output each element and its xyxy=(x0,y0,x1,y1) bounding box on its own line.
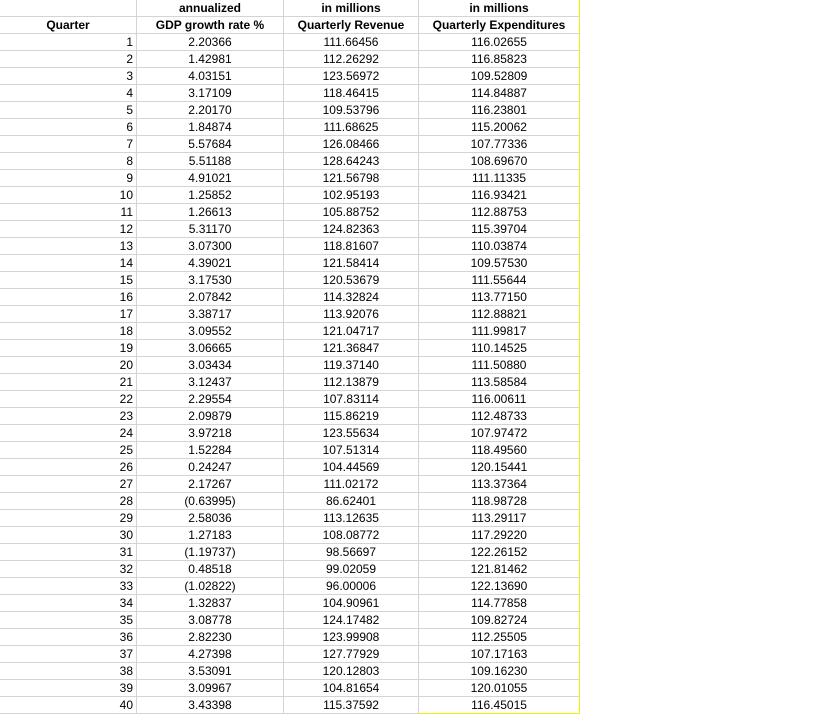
table-row xyxy=(0,153,580,170)
cell-quarter[interactable]: 22 xyxy=(0,391,137,408)
cell-gdp-growth[interactable]: 1.42981 xyxy=(137,51,284,68)
cell-revenue[interactable]: 126.08466 xyxy=(284,136,419,153)
cell-revenue[interactable]: 120.12803 xyxy=(284,663,419,680)
table-row xyxy=(0,306,580,323)
cell-expenditures[interactable]: 116.85823 xyxy=(419,51,580,68)
cell-revenue[interactable]: 96.00006 xyxy=(284,578,419,595)
cell-revenue[interactable]: 111.02172 xyxy=(284,476,419,493)
cell-expenditures[interactable]: 109.52809 xyxy=(419,68,580,85)
header-row-bottom xyxy=(0,17,580,34)
cell-quarter[interactable]: 2 xyxy=(0,51,137,68)
cell-expenditures[interactable]: 116.23801 xyxy=(419,102,580,119)
cell-revenue[interactable]: 118.46415 xyxy=(284,85,419,102)
table-row xyxy=(0,595,580,612)
cell-quarter[interactable]: 38 xyxy=(0,663,137,680)
cell-gdp-growth[interactable]: 2.17267 xyxy=(137,476,284,493)
table-row xyxy=(0,544,580,561)
cell-gdp-growth[interactable]: 3.03434 xyxy=(137,357,284,374)
table-row xyxy=(0,357,580,374)
table-row xyxy=(0,510,580,527)
table-row xyxy=(0,340,580,357)
table-row xyxy=(0,85,580,102)
cell-revenue[interactable]: 105.88752 xyxy=(284,204,419,221)
cell-revenue[interactable]: 123.99908 xyxy=(284,629,419,646)
cell-revenue[interactable]: 115.37592 xyxy=(284,697,419,714)
cell-revenue[interactable]: 115.86219 xyxy=(284,408,419,425)
cell-gdp-growth[interactable]: 3.17109 xyxy=(137,85,284,102)
cell-expenditures[interactable]: 120.15441 xyxy=(419,459,580,476)
cell-quarter[interactable]: 31 xyxy=(0,544,137,561)
header-row-top xyxy=(0,0,580,17)
cell-revenue[interactable]: 104.81654 xyxy=(284,680,419,697)
cell-revenue[interactable]: 109.53796 xyxy=(284,102,419,119)
table-row xyxy=(0,187,580,204)
cell-revenue[interactable]: 123.56972 xyxy=(284,68,419,85)
cell-revenue[interactable]: 113.12635 xyxy=(284,510,419,527)
cell-expenditures[interactable]: 110.03874 xyxy=(419,238,580,255)
cell-gdp-growth[interactable]: 3.97218 xyxy=(137,425,284,442)
cell-revenue[interactable]: 104.90961 xyxy=(284,595,419,612)
cell-expenditures[interactable]: 115.39704 xyxy=(419,221,580,238)
cell-expenditures[interactable]: 113.37364 xyxy=(419,476,580,493)
cell-gdp-growth[interactable]: 2.58036 xyxy=(137,510,284,527)
cell-revenue[interactable]: 112.13879 xyxy=(284,374,419,391)
cell-quarter[interactable]: 33 xyxy=(0,578,137,595)
cell-header-expenditures-top[interactable]: in millions xyxy=(419,0,580,17)
cell-expenditures[interactable]: 113.29117 xyxy=(419,510,580,527)
cell-quarter[interactable]: 17 xyxy=(0,306,137,323)
cell-gdp-growth[interactable]: 4.03151 xyxy=(137,68,284,85)
cell-revenue[interactable]: 121.04717 xyxy=(284,323,419,340)
cell-revenue[interactable]: 123.55634 xyxy=(284,425,419,442)
cell-expenditures[interactable]: 111.11335 xyxy=(419,170,580,187)
cell-quarter[interactable]: 10 xyxy=(0,187,137,204)
cell-expenditures[interactable]: 112.25505 xyxy=(419,629,580,646)
cell-gdp-growth[interactable]: 5.31170 xyxy=(137,221,284,238)
cell-gdp-growth[interactable]: 3.06665 xyxy=(137,340,284,357)
cell-gdp-growth[interactable]: 3.09552 xyxy=(137,323,284,340)
cell-quarter[interactable]: 14 xyxy=(0,255,137,272)
cell-header-expenditures[interactable]: Quarterly Expenditures xyxy=(419,17,580,34)
cell-revenue[interactable]: 107.51314 xyxy=(284,442,419,459)
cell-revenue[interactable]: 104.44569 xyxy=(284,459,419,476)
cell-revenue[interactable]: 86.62401 xyxy=(284,493,419,510)
cell-revenue[interactable]: 108.08772 xyxy=(284,527,419,544)
table-row xyxy=(0,34,580,51)
cell-expenditures[interactable]: 107.97472 xyxy=(419,425,580,442)
cell-quarter[interactable]: 34 xyxy=(0,595,137,612)
cell-gdp-growth[interactable]: 1.32837 xyxy=(137,595,284,612)
table-row xyxy=(0,204,580,221)
table-row xyxy=(0,374,580,391)
table-row xyxy=(0,646,580,663)
table-row xyxy=(0,425,580,442)
cell-expenditures[interactable]: 113.58584 xyxy=(419,374,580,391)
cell-gdp-growth[interactable]: 4.91021 xyxy=(137,170,284,187)
cell-quarter[interactable]: 27 xyxy=(0,476,137,493)
table-row xyxy=(0,680,580,697)
cell-quarter[interactable]: 5 xyxy=(0,102,137,119)
table-row xyxy=(0,578,580,595)
cell-gdp-growth[interactable]: 3.17530 xyxy=(137,272,284,289)
cell-gdp-growth[interactable]: 1.52284 xyxy=(137,442,284,459)
table-row xyxy=(0,493,580,510)
cell-quarter[interactable]: 24 xyxy=(0,425,137,442)
cell-expenditures[interactable]: 111.99817 xyxy=(419,323,580,340)
table-row xyxy=(0,170,580,187)
table-row xyxy=(0,391,580,408)
cell-expenditures[interactable]: 116.93421 xyxy=(419,187,580,204)
cell-expenditures[interactable]: 112.88753 xyxy=(419,204,580,221)
cell-expenditures[interactable]: 111.55644 xyxy=(419,272,580,289)
cell-gdp-growth[interactable]: 2.20170 xyxy=(137,102,284,119)
cell-quarter[interactable]: 28 xyxy=(0,493,137,510)
cell-quarter[interactable]: 21 xyxy=(0,374,137,391)
table-row xyxy=(0,697,580,714)
cell-revenue[interactable]: 121.56798 xyxy=(284,170,419,187)
cell-revenue[interactable]: 119.37140 xyxy=(284,357,419,374)
cell-quarter[interactable]: 18 xyxy=(0,323,137,340)
cell-header-revenue[interactable]: Quarterly Revenue xyxy=(284,17,419,34)
cell-header-gdp-top[interactable]: annualized xyxy=(137,0,284,17)
cell-gdp-growth[interactable]: 4.27398 xyxy=(137,646,284,663)
cell-revenue[interactable]: 107.83114 xyxy=(284,391,419,408)
cell-revenue[interactable]: 118.81607 xyxy=(284,238,419,255)
cell-expenditures[interactable]: 107.77336 xyxy=(419,136,580,153)
cell-revenue[interactable]: 127.77929 xyxy=(284,646,419,663)
cell-quarter[interactable]: 6 xyxy=(0,119,137,136)
cell-expenditures[interactable]: 114.84887 xyxy=(419,85,580,102)
cell-quarter[interactable]: 20 xyxy=(0,357,137,374)
table-row xyxy=(0,629,580,646)
table-row xyxy=(0,68,580,85)
cell-quarter[interactable]: 35 xyxy=(0,612,137,629)
cell-gdp-growth[interactable]: 0.48518 xyxy=(137,561,284,578)
cell-revenue[interactable]: 112.26292 xyxy=(284,51,419,68)
cell-gdp-growth[interactable]: 3.12437 xyxy=(137,374,284,391)
table-row xyxy=(0,136,580,153)
cell-gdp-growth[interactable]: 2.20366 xyxy=(137,34,284,51)
cell-expenditures[interactable]: 110.14525 xyxy=(419,340,580,357)
cell-expenditures[interactable]: 116.00611 xyxy=(419,391,580,408)
cell-gdp-growth[interactable]: 3.38717 xyxy=(137,306,284,323)
cell-quarter[interactable]: 12 xyxy=(0,221,137,238)
cell-gdp-growth[interactable]: 2.29554 xyxy=(137,391,284,408)
cell-quarter[interactable]: 1 xyxy=(0,34,137,51)
cell-gdp-growth[interactable]: 3.53091 xyxy=(137,663,284,680)
cell-expenditures[interactable]: 118.98728 xyxy=(419,493,580,510)
table-row xyxy=(0,238,580,255)
cell-expenditures[interactable]: 116.45015 xyxy=(419,697,580,714)
cell-quarter[interactable]: 26 xyxy=(0,459,137,476)
cell-quarter[interactable]: 11 xyxy=(0,204,137,221)
cell-quarter[interactable]: 29 xyxy=(0,510,137,527)
table-row xyxy=(0,612,580,629)
cell-quarter[interactable]: 39 xyxy=(0,680,137,697)
cell-quarter[interactable]: 25 xyxy=(0,442,137,459)
cell-gdp-growth[interactable]: 3.07300 xyxy=(137,238,284,255)
cell-quarter[interactable]: 36 xyxy=(0,629,137,646)
cell-header-quarter-top[interactable] xyxy=(0,0,137,17)
cell-revenue[interactable]: 121.58414 xyxy=(284,255,419,272)
cell-expenditures[interactable]: 113.77150 xyxy=(419,289,580,306)
table-row xyxy=(0,663,580,680)
cell-gdp-growth[interactable]: 4.39021 xyxy=(137,255,284,272)
cell-revenue[interactable]: 128.64243 xyxy=(284,153,419,170)
table-row xyxy=(0,51,580,68)
cell-revenue[interactable]: 121.36847 xyxy=(284,340,419,357)
cell-expenditures[interactable]: 114.77858 xyxy=(419,595,580,612)
cell-quarter[interactable]: 4 xyxy=(0,85,137,102)
cell-gdp-growth[interactable]: 2.07842 xyxy=(137,289,284,306)
cell-revenue[interactable]: 98.56697 xyxy=(284,544,419,561)
table-row xyxy=(0,459,580,476)
cell-quarter[interactable]: 9 xyxy=(0,170,137,187)
table-row xyxy=(0,255,580,272)
cell-expenditures[interactable]: 107.17163 xyxy=(419,646,580,663)
cell-quarter[interactable]: 3 xyxy=(0,68,137,85)
cell-expenditures[interactable]: 109.57530 xyxy=(419,255,580,272)
cell-revenue[interactable]: 99.02059 xyxy=(284,561,419,578)
cell-quarter[interactable]: 32 xyxy=(0,561,137,578)
cell-gdp-growth[interactable]: 2.09879 xyxy=(137,408,284,425)
cell-expenditures[interactable]: 109.16230 xyxy=(419,663,580,680)
cell-gdp-growth[interactable]: (0.63995) xyxy=(137,493,284,510)
table-row xyxy=(0,323,580,340)
cell-gdp-growth[interactable]: 1.84874 xyxy=(137,119,284,136)
table-row xyxy=(0,408,580,425)
cell-expenditures[interactable]: 108.69670 xyxy=(419,153,580,170)
cell-header-revenue-top[interactable]: in millions xyxy=(284,0,419,17)
cell-gdp-growth[interactable]: 3.09967 xyxy=(137,680,284,697)
cell-expenditures[interactable]: 122.26152 xyxy=(419,544,580,561)
cell-revenue[interactable]: 114.32824 xyxy=(284,289,419,306)
cell-expenditures[interactable]: 111.50880 xyxy=(419,357,580,374)
cell-revenue[interactable]: 120.53679 xyxy=(284,272,419,289)
table-row xyxy=(0,561,580,578)
cell-gdp-growth[interactable]: 2.82230 xyxy=(137,629,284,646)
cell-quarter[interactable]: 40 xyxy=(0,697,137,714)
table-row xyxy=(0,289,580,306)
table-row xyxy=(0,272,580,289)
cell-header-quarter[interactable]: Quarter xyxy=(0,17,137,34)
cell-header-gdp[interactable]: GDP growth rate % xyxy=(137,17,284,34)
cell-gdp-growth[interactable]: (1.19737) xyxy=(137,544,284,561)
cell-quarter[interactable]: 13 xyxy=(0,238,137,255)
cell-gdp-growth[interactable]: 1.26613 xyxy=(137,204,284,221)
cell-revenue[interactable]: 111.66456 xyxy=(284,34,419,51)
cell-quarter[interactable]: 23 xyxy=(0,408,137,425)
cell-expenditures[interactable]: 121.81462 xyxy=(419,561,580,578)
cell-expenditures[interactable]: 115.20062 xyxy=(419,119,580,136)
cell-gdp-growth[interactable]: 3.08778 xyxy=(137,612,284,629)
cell-gdp-growth[interactable]: 5.51188 xyxy=(137,153,284,170)
cell-revenue[interactable]: 113.92076 xyxy=(284,306,419,323)
cell-revenue[interactable]: 124.17482 xyxy=(284,612,419,629)
table-row xyxy=(0,221,580,238)
cell-revenue[interactable]: 102.95193 xyxy=(284,187,419,204)
cell-gdp-growth[interactable]: 0.24247 xyxy=(137,459,284,476)
cell-expenditures[interactable]: 118.49560 xyxy=(419,442,580,459)
cell-revenue[interactable]: 124.82363 xyxy=(284,221,419,238)
cell-quarter[interactable]: 16 xyxy=(0,289,137,306)
table-row xyxy=(0,476,580,493)
cell-expenditures[interactable]: 112.88821 xyxy=(419,306,580,323)
cell-quarter[interactable]: 37 xyxy=(0,646,137,663)
table-row xyxy=(0,102,580,119)
cell-quarter[interactable]: 7 xyxy=(0,136,137,153)
cell-quarter[interactable]: 19 xyxy=(0,340,137,357)
cell-expenditures[interactable]: 109.82724 xyxy=(419,612,580,629)
cell-expenditures[interactable]: 117.29220 xyxy=(419,527,580,544)
cell-gdp-growth[interactable]: 1.25852 xyxy=(137,187,284,204)
cell-expenditures[interactable]: 120.01055 xyxy=(419,680,580,697)
cell-gdp-growth[interactable]: 5.57684 xyxy=(137,136,284,153)
table-row xyxy=(0,527,580,544)
cell-gdp-growth[interactable]: 3.43398 xyxy=(137,697,284,714)
cell-quarter[interactable]: 8 xyxy=(0,153,137,170)
cell-expenditures[interactable]: 112.48733 xyxy=(419,408,580,425)
cell-gdp-growth[interactable]: (1.02822) xyxy=(137,578,284,595)
table-row xyxy=(0,442,580,459)
cell-expenditures[interactable]: 116.02655 xyxy=(419,34,580,51)
cell-gdp-growth[interactable]: 1.27183 xyxy=(137,527,284,544)
table-row xyxy=(0,119,580,136)
cell-quarter[interactable]: 30 xyxy=(0,527,137,544)
cell-revenue[interactable]: 111.68625 xyxy=(284,119,419,136)
cell-expenditures[interactable]: 122.13690 xyxy=(419,578,580,595)
cell-quarter[interactable]: 15 xyxy=(0,272,137,289)
